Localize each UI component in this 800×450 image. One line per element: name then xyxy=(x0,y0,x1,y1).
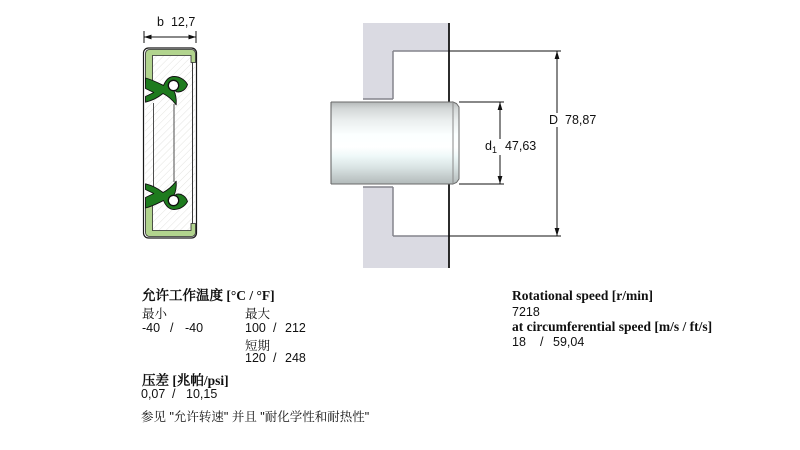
dim-subscript: 1 xyxy=(491,145,497,155)
bore-diameter-dimension-label xyxy=(546,113,599,127)
dim-value: 78,87 xyxy=(565,113,597,127)
temperature-max-label: 最大 xyxy=(245,307,271,321)
temperature-min-c: -40 xyxy=(142,321,161,335)
shaft-end-chamfer xyxy=(453,102,459,184)
dim-symbol: d xyxy=(485,139,492,153)
seal-cross-section xyxy=(144,31,197,238)
temperature-short-term-label: 短期 xyxy=(245,339,271,353)
temperature-min-f: -40 xyxy=(185,321,204,335)
pressure-psi: 10,15 xyxy=(186,387,218,401)
temperature-short-c: 120 xyxy=(245,351,266,365)
separator: / xyxy=(273,351,277,365)
circumferential-speed-fts: 59,04 xyxy=(553,335,585,349)
dim-value: 47,63 xyxy=(504,139,537,153)
pressure-section-title: 压差 [兆帕/psi] xyxy=(142,373,229,388)
pressure-mpa: 0,07 xyxy=(141,387,166,401)
temperature-max-f: 212 xyxy=(285,321,306,335)
dimension-arrow-up xyxy=(555,51,560,59)
dim-symbol: b xyxy=(157,15,164,29)
dimension-arrow-down xyxy=(555,228,560,236)
dim-symbol: D xyxy=(549,113,559,127)
dimension-arrow-right xyxy=(189,35,197,40)
dimension-arrow-down xyxy=(498,176,503,184)
dimension-arrow-up xyxy=(498,102,503,110)
circumferential-speed-ms: 18 xyxy=(512,335,526,349)
circumferential-speed-title: at circumferential speed [m/s / ft/s] xyxy=(512,319,713,334)
rotational-speed-value: 7218 xyxy=(512,305,540,319)
separator: / xyxy=(170,321,174,335)
temperature-section-title: 允许工作温度 [°C / °F] xyxy=(142,288,275,303)
temperature-min-label: 最小 xyxy=(142,307,168,321)
dim-value: 12,7 xyxy=(170,15,196,29)
separator: / xyxy=(273,321,277,335)
seal-width-dimension xyxy=(144,31,196,43)
temperature-short-f: 248 xyxy=(285,351,306,365)
shaft-diameter-dimension-label xyxy=(482,139,539,155)
see-also-note: 参见 "允许转速" 并且 "耐化学性和耐热性" xyxy=(141,410,370,424)
rotational-speed-title: Rotational speed [r/min] xyxy=(512,288,653,303)
dimension-arrow-left xyxy=(144,35,152,40)
separator: / xyxy=(172,387,176,401)
seal-width-dimension-label xyxy=(157,15,195,29)
shaft xyxy=(331,102,459,184)
temperature-max-c: 100 xyxy=(245,321,266,335)
separator: / xyxy=(540,335,544,349)
